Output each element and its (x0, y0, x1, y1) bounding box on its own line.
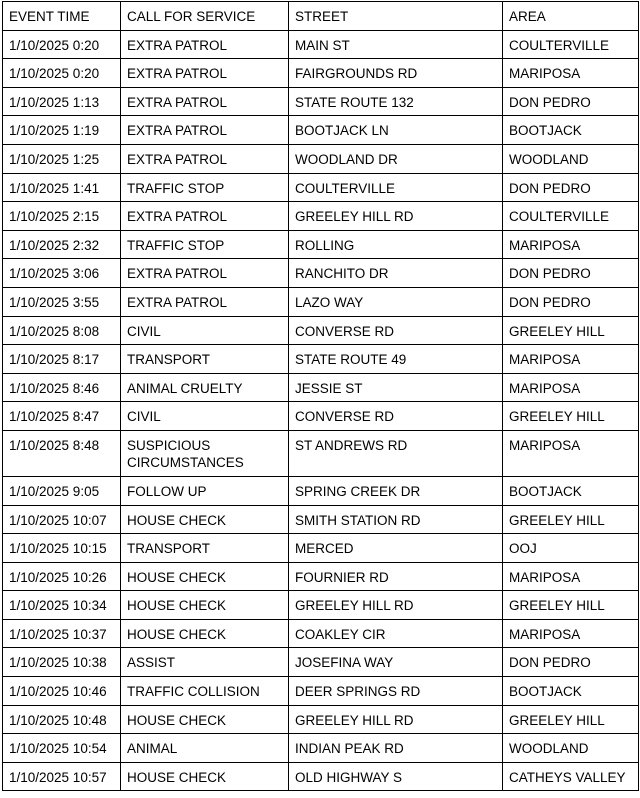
call-for-service-cell: EXTRA PATROL (121, 259, 289, 288)
table-row (3, 648, 639, 677)
street-cell: STATE ROUTE 49 (289, 345, 503, 374)
table-row (3, 402, 639, 431)
call-for-service-cell: HOUSE CHECK (121, 591, 289, 620)
area-cell: COULTERVILLE (503, 30, 639, 59)
call-for-service-cell: FOLLOW UP (121, 476, 289, 505)
call-for-service-cell: HOUSE CHECK (121, 505, 289, 534)
street-cell: GREELEY HILL RD (289, 591, 503, 620)
area-cell: MARIPOSA (503, 430, 639, 476)
area-cell: GREELEY HILL (503, 316, 639, 345)
call-for-service-cell: TRAFFIC STOP (121, 173, 289, 202)
event-time-cell: 1/10/2025 10:26 (3, 562, 121, 591)
area-cell: BOOTJACK (503, 677, 639, 706)
table-row (3, 316, 639, 345)
area-cell: WOODLAND (503, 144, 639, 173)
table-row (3, 734, 639, 763)
event-time-cell: 1/10/2025 1:25 (3, 144, 121, 173)
area-cell: MARIPOSA (503, 59, 639, 88)
event-time-cell: 1/10/2025 2:32 (3, 230, 121, 259)
call-for-service-cell: HOUSE CHECK (121, 619, 289, 648)
area-cell: WOODLAND (503, 734, 639, 763)
street-cell: COAKLEY CIR (289, 619, 503, 648)
call-for-service-cell: EXTRA PATROL (121, 287, 289, 316)
event-time-cell: 1/10/2025 3:06 (3, 259, 121, 288)
table-row (3, 259, 639, 288)
table-row (3, 59, 639, 88)
call-for-service-cell: ASSIST (121, 648, 289, 677)
area-cell: DON PEDRO (503, 259, 639, 288)
table-row (3, 505, 639, 534)
street-cell: WOODLAND DR (289, 144, 503, 173)
table-body (3, 30, 639, 791)
call-for-service-cell: CIVIL (121, 316, 289, 345)
street-cell: GREELEY HILL RD (289, 705, 503, 734)
table-row (3, 619, 639, 648)
table-row (3, 116, 639, 145)
call-for-service-cell: HOUSE CHECK (121, 705, 289, 734)
header-area: AREA (503, 2, 639, 31)
street-cell: JOSEFINA WAY (289, 648, 503, 677)
call-for-service-cell: TRANSPORT (121, 534, 289, 563)
table-row (3, 430, 639, 476)
area-cell: MARIPOSA (503, 619, 639, 648)
area-cell: MARIPOSA (503, 562, 639, 591)
table-row (3, 202, 639, 231)
street-cell: LAZO WAY (289, 287, 503, 316)
call-for-service-cell: ANIMAL (121, 734, 289, 763)
table-row (3, 705, 639, 734)
street-cell: INDIAN PEAK RD (289, 734, 503, 763)
call-for-service-cell: SUSPICIOUS CIRCUMSTANCES (121, 430, 289, 476)
event-time-cell: 1/10/2025 8:47 (3, 402, 121, 431)
header-call-for-service: CALL FOR SERVICE (121, 2, 289, 31)
street-cell: FOURNIER RD (289, 562, 503, 591)
area-cell: GREELEY HILL (503, 402, 639, 431)
street-cell: FAIRGROUNDS RD (289, 59, 503, 88)
header-street: STREET (289, 2, 503, 31)
area-cell: COULTERVILLE (503, 202, 639, 231)
event-time-cell: 1/10/2025 9:05 (3, 476, 121, 505)
street-cell: JESSIE ST (289, 373, 503, 402)
street-cell: ROLLING (289, 230, 503, 259)
call-for-service-cell: EXTRA PATROL (121, 87, 289, 116)
area-cell: DON PEDRO (503, 287, 639, 316)
event-time-cell: 1/10/2025 10:15 (3, 534, 121, 563)
street-cell: DEER SPRINGS RD (289, 677, 503, 706)
event-time-cell: 1/10/2025 10:34 (3, 591, 121, 620)
call-for-service-cell: TRAFFIC COLLISION (121, 677, 289, 706)
street-cell: COULTERVILLE (289, 173, 503, 202)
street-cell: ST ANDREWS RD (289, 430, 503, 476)
area-cell: CATHEYS VALLEY (503, 762, 639, 791)
call-for-service-cell: HOUSE CHECK (121, 562, 289, 591)
call-log-table (2, 1, 639, 791)
event-time-cell: 1/10/2025 1:13 (3, 87, 121, 116)
event-time-cell: 1/10/2025 8:08 (3, 316, 121, 345)
call-for-service-cell: CIVIL (121, 402, 289, 431)
table-row (3, 345, 639, 374)
area-cell: GREELEY HILL (503, 705, 639, 734)
area-cell: MARIPOSA (503, 230, 639, 259)
street-cell: MERCED (289, 534, 503, 563)
table-row (3, 30, 639, 59)
event-time-cell: 1/10/2025 8:17 (3, 345, 121, 374)
header-event-time: EVENT TIME (3, 2, 121, 31)
street-cell: SMITH STATION RD (289, 505, 503, 534)
table-row (3, 476, 639, 505)
call-for-service-cell: TRAFFIC STOP (121, 230, 289, 259)
area-cell: BOOTJACK (503, 476, 639, 505)
area-cell: MARIPOSA (503, 345, 639, 374)
event-time-cell: 1/10/2025 10:07 (3, 505, 121, 534)
event-time-cell: 1/10/2025 10:57 (3, 762, 121, 791)
header-row (3, 2, 639, 31)
event-time-cell: 1/10/2025 8:48 (3, 430, 121, 476)
event-time-cell: 1/10/2025 10:48 (3, 705, 121, 734)
event-time-cell: 1/10/2025 10:54 (3, 734, 121, 763)
call-for-service-cell: ANIMAL CRUELTY (121, 373, 289, 402)
street-cell: OLD HIGHWAY S (289, 762, 503, 791)
area-cell: BOOTJACK (503, 116, 639, 145)
event-time-cell: 1/10/2025 2:15 (3, 202, 121, 231)
event-time-cell: 1/10/2025 10:38 (3, 648, 121, 677)
event-time-cell: 1/10/2025 10:46 (3, 677, 121, 706)
event-time-cell: 1/10/2025 1:19 (3, 116, 121, 145)
table-row (3, 144, 639, 173)
street-cell: BOOTJACK LN (289, 116, 503, 145)
street-cell: CONVERSE RD (289, 402, 503, 431)
table-row (3, 677, 639, 706)
call-for-service-cell: EXTRA PATROL (121, 30, 289, 59)
street-cell: GREELEY HILL RD (289, 202, 503, 231)
street-cell: CONVERSE RD (289, 316, 503, 345)
table-row (3, 287, 639, 316)
call-for-service-cell: HOUSE CHECK (121, 762, 289, 791)
event-time-cell: 1/10/2025 10:37 (3, 619, 121, 648)
call-for-service-cell: TRANSPORT (121, 345, 289, 374)
table-row (3, 87, 639, 116)
area-cell: OOJ (503, 534, 639, 563)
area-cell: DON PEDRO (503, 87, 639, 116)
call-for-service-cell: EXTRA PATROL (121, 144, 289, 173)
table-row (3, 373, 639, 402)
call-for-service-cell: EXTRA PATROL (121, 202, 289, 231)
call-for-service-cell: EXTRA PATROL (121, 59, 289, 88)
area-cell: MARIPOSA (503, 373, 639, 402)
area-cell: DON PEDRO (503, 648, 639, 677)
area-cell: GREELEY HILL (503, 591, 639, 620)
event-time-cell: 1/10/2025 1:41 (3, 173, 121, 202)
table-row (3, 762, 639, 791)
event-time-cell: 1/10/2025 0:20 (3, 59, 121, 88)
table-row (3, 230, 639, 259)
street-cell: STATE ROUTE 132 (289, 87, 503, 116)
street-cell: RANCHITO DR (289, 259, 503, 288)
call-for-service-cell: EXTRA PATROL (121, 116, 289, 145)
event-time-cell: 1/10/2025 3:55 (3, 287, 121, 316)
street-cell: SPRING CREEK DR (289, 476, 503, 505)
table-row (3, 534, 639, 563)
event-time-cell: 1/10/2025 8:46 (3, 373, 121, 402)
event-time-cell: 1/10/2025 0:20 (3, 30, 121, 59)
area-cell: DON PEDRO (503, 173, 639, 202)
area-cell: GREELEY HILL (503, 505, 639, 534)
street-cell: MAIN ST (289, 30, 503, 59)
table-row (3, 562, 639, 591)
table-row (3, 173, 639, 202)
table-row (3, 591, 639, 620)
